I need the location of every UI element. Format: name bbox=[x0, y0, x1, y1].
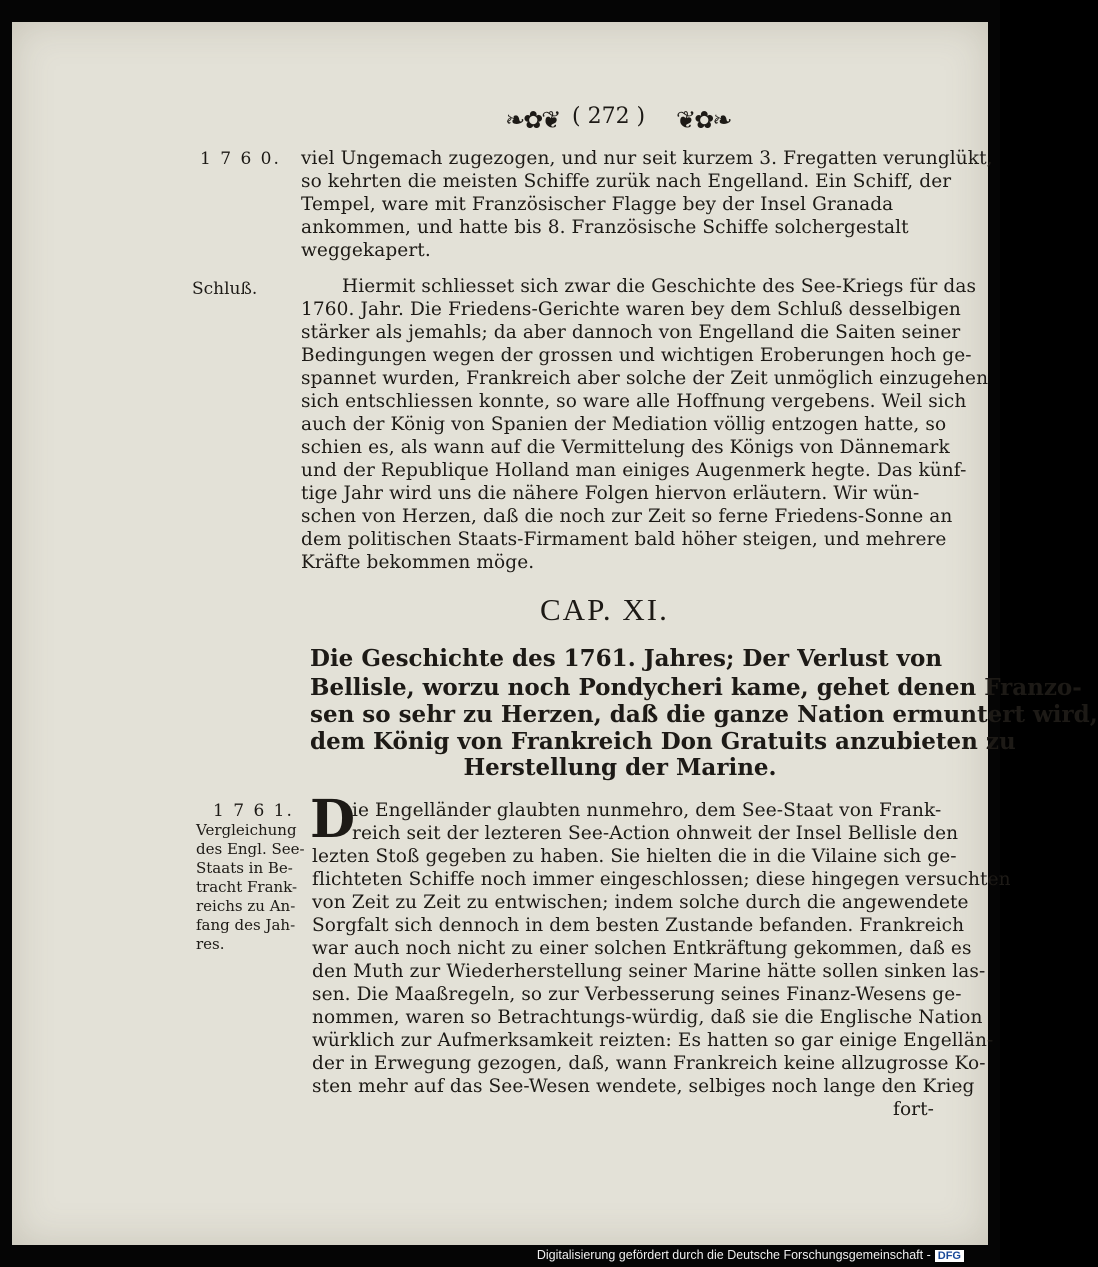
margin-note-line: fang des Jah- bbox=[196, 916, 296, 934]
text-line: schen von Herzen, daß die noch zur Zeit so ferne Friedens-Sonne an bbox=[301, 506, 953, 527]
text-line: weggekapert. bbox=[301, 240, 431, 261]
text-line: sich entschliessen konnte, so ware alle Hoffnung vergebens. Weil sich bbox=[301, 391, 967, 412]
ornament-left-icon: ❧✿❦ bbox=[505, 106, 560, 134]
text-line: spannet wurden, Frankreich aber solche der Zeit unmöglich einzugehen bbox=[301, 368, 989, 389]
chapter-title-line: dem König von Frankreich Don Gratuits anzubieten zu bbox=[310, 728, 1016, 755]
text-line: den Muth zur Wiederherstellung seiner Marine hätte sollen sinken las- bbox=[312, 961, 986, 982]
text-line: sen. Die Maaßregeln, so zur Verbesserung seines Finanz-Wesens ge- bbox=[312, 984, 962, 1005]
margin-note-line: tracht Frank- bbox=[196, 878, 298, 896]
margin-note-line: Vergleichung bbox=[196, 821, 297, 839]
drop-cap: D bbox=[310, 789, 356, 850]
text-line: dem politischen Staats-Firmament bald höher steigen, und mehrere bbox=[301, 529, 947, 550]
margin-note-line: reichs zu An- bbox=[196, 897, 296, 915]
chapter-title-line: Bellisle, worzu noch Pondycheri kame, gehet denen Franzo- bbox=[310, 674, 1082, 701]
text-line: Hiermit schliesset sich zwar die Geschichte des See-Kriegs für das bbox=[342, 276, 977, 297]
catchword: fort- bbox=[893, 1099, 935, 1120]
text-line: schien es, als wann auf die Vermittelung des Königs von Dännemark bbox=[301, 437, 950, 458]
text-line: auch der König von Spanien der Mediation völlig entzogen hatte, so bbox=[301, 414, 947, 435]
text-line: 1760. Jahr. Die Friedens-Gerichte waren bey dem Schluß desselbigen bbox=[301, 299, 961, 320]
text-line: Sorgfalt sich dennoch in dem besten Zustande befanden. Frankreich bbox=[312, 915, 965, 936]
margin-note-line: Staats in Be- bbox=[196, 859, 293, 877]
margin-label-schluss: Schluß. bbox=[192, 279, 258, 299]
text-line: würklich zur Aufmerksamkeit reizten: Es hatten so gar einige Engellän- bbox=[312, 1030, 994, 1051]
margin-year-1760: 1 7 6 0. bbox=[200, 149, 281, 169]
text-line: so kehrten die meisten Schiffe zurük nach Engelland. Ein Schiff, der bbox=[301, 171, 952, 192]
text-line: nommen, waren so Betrachtungs-würdig, daß sie die Englische Nation bbox=[312, 1007, 983, 1028]
text-line: Bedingungen wegen der grossen und wichtigen Eroberungen hoch ge- bbox=[301, 345, 972, 366]
margin-note-line: des Engl. See- bbox=[196, 840, 305, 858]
text-line: Tempel, ware mit Französischer Flagge bey der Insel Granada bbox=[301, 194, 894, 215]
text-line: flichteten Schiffe noch immer eingeschlossen; diese hingegen versuchten bbox=[312, 869, 1011, 890]
text-line: viel Ungemach zugezogen, und nur seit kurzem 3. Fregatten verunglükt, bbox=[301, 148, 993, 169]
text-line: ie Engelländer glaubten nunmehro, dem See-Staat von Frank- bbox=[352, 800, 942, 821]
text-line: ankommen, und hatte bis 8. Französische Schiffe solchergestalt bbox=[301, 217, 909, 238]
chapter-label: CAP. XI. bbox=[540, 592, 669, 627]
margin-note-line: res. bbox=[196, 935, 225, 953]
chapter-title-line: Herstellung der Marine. bbox=[463, 754, 777, 781]
text-line: war auch noch nicht zu einer solchen Entkräftung gekommen, daß es bbox=[312, 938, 972, 959]
text-line: reich seit der lezteren See-Action ohnweit der Insel Bellisle den bbox=[352, 823, 959, 844]
margin-year-1761: 1 7 6 1. bbox=[213, 801, 294, 821]
chapter-title-line: Die Geschichte des 1761. Jahres; Der Verlust von bbox=[310, 645, 943, 672]
footer-text: Digitalisierung gefördert durch die Deutsche Forschungsgemeinschaft - bbox=[536, 1248, 931, 1262]
text-line: lezten Stoß gegeben zu haben. Sie hielten die in die Vilaine sich ge- bbox=[312, 846, 957, 867]
text-line: tige Jahr wird uns die nähere Folgen hiervon erläutern. Wir wün- bbox=[301, 483, 920, 504]
text-line: der in Erwegung gezogen, daß, wann Frankreich keine allzugrosse Ko- bbox=[312, 1053, 986, 1074]
page-number: ( 272 ) bbox=[572, 104, 646, 129]
footer-credit bbox=[537, 1248, 964, 1262]
text-line: Kräfte bekommen möge. bbox=[301, 552, 535, 573]
text-line: stärker als jemahls; da aber dannoch von Engelland die Saiten seiner bbox=[301, 322, 961, 343]
chapter-title-line: sen so sehr zu Herzen, daß die ganze Nation ermuntert wird, bbox=[310, 701, 1098, 728]
dfg-logo-icon: DFG bbox=[935, 1250, 964, 1262]
ornament-right-icon: ❦✿❧ bbox=[676, 106, 731, 134]
text-line: sten mehr auf das See-Wesen wendete, selbiges noch lange den Krieg bbox=[312, 1076, 975, 1097]
text-line: und der Republique Holland man einiges Augenmerk hegte. Das künf- bbox=[301, 460, 967, 481]
text-line: von Zeit zu Zeit zu entwischen; indem solche durch die angewendete bbox=[312, 892, 969, 913]
